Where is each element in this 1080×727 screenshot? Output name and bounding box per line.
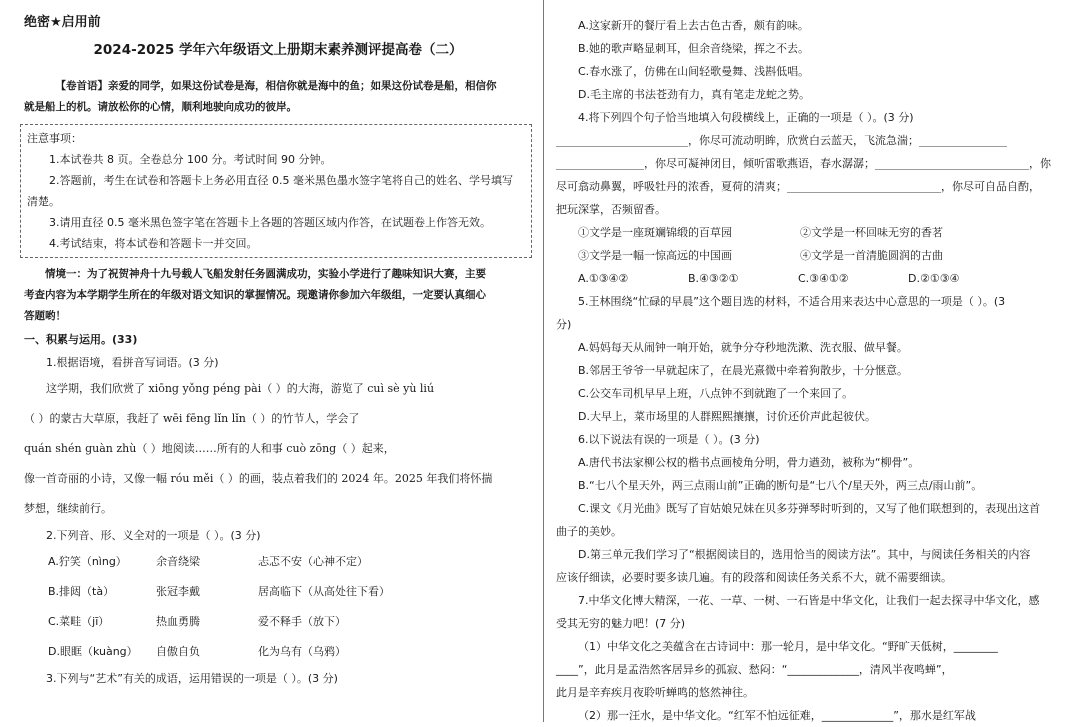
- option-line: 应该仔细读，必要时要多读几遍。有的段落和阅读任务关系不大，就不需要细读。: [556, 571, 952, 584]
- page-title: 2024-2025 学年六年级语文上册期末素养测评提高卷（二）: [93, 42, 463, 58]
- option-row: [24, 607, 532, 637]
- preface: [24, 76, 532, 118]
- notice-box: [20, 124, 532, 258]
- situation-line: 情境一：为了祝贺神舟十九号载人飞船发射任务圆满成功，实验小学进行了趣味知识大赛，主要: [45, 268, 486, 280]
- question-stem-cont: 分): [556, 318, 572, 331]
- answer-row: [556, 267, 1066, 290]
- option-word: A.狞笑（nìng）: [48, 555, 127, 568]
- option-line: C.春水涨了，仿佛在山间轻歌曼舞、浅斟低唱。: [578, 65, 810, 78]
- pinyin-line: （ ）的蒙古大草原，我赶了 wēi fēng lǐn lǐn（ ）的竹节人，学会了: [24, 412, 360, 425]
- answer-option: B.④③②①: [688, 272, 739, 285]
- notice-title: 注意事项：: [27, 132, 82, 145]
- option-row: [24, 547, 532, 577]
- fill-blank-line: ________________，你尽可凝神闭目，倾听雷歌燕语，春水潺潺；____________________________，你: [556, 157, 1051, 170]
- fill-blank-line: （1）中华文化之美蕴含在古诗词中：那一轮月，是中华文化。“野旷天低树，________: [578, 640, 998, 653]
- question-stem: 2.下列音、形、义全对的一项是（ ）。(3 分): [46, 529, 261, 542]
- secret-label: 绝密★启用前: [24, 15, 101, 30]
- option-row: [24, 637, 532, 667]
- right-column: [550, 0, 1080, 722]
- question-stem: 6.以下说法有误的一项是（ ）。(3 分): [578, 433, 760, 446]
- fill-blank-line: 此月是辛弃疾月夜聆听蝉鸣的悠然神往。: [556, 686, 754, 699]
- option-line: C.公交车司机早早上班，八点钟不到就跑了一个来回了。: [578, 387, 854, 400]
- option-word: 自傲自负: [156, 645, 200, 658]
- fill-blank-line: 把玩深掌，否频留香。: [556, 203, 666, 216]
- option-line: D.毛主席的书法苍劲有力，真有笔走龙蛇之势。: [578, 88, 810, 101]
- left-column: [0, 0, 542, 722]
- option-line: A.妈妈每天从闹钟一响开始，就争分夺秒地洗漱、洗衣服、做早餐。: [578, 341, 908, 354]
- question-7: [556, 589, 1066, 727]
- notice-item: 2.答题前，考生在试卷和答题卡上务必用直径 0.5 毫米黑色墨水签字笔将自己的姓名、学号填写: [49, 174, 513, 187]
- question-3-options: [556, 14, 1066, 106]
- option-word: 爱不释手（放下）: [258, 615, 346, 628]
- option-line: B.她的歌声略显刺耳，但余音绕梁，挥之不去。: [578, 42, 810, 55]
- answer-option: C.③④①②: [798, 272, 849, 285]
- option-line: A.这家新开的餐厅看上去古色古香，颇有韵味。: [578, 19, 809, 32]
- question-6: [556, 428, 1066, 589]
- question-1: [24, 351, 532, 524]
- option-word: 余音绕梁: [156, 555, 200, 568]
- answer-option: D.②①③④: [908, 272, 960, 285]
- section-heading: 一、积累与运用。(33): [24, 333, 138, 346]
- column-divider: [543, 0, 544, 722]
- preface-line: 就是船上的机。请放松你的心情，顺利地驶向成功的彼岸。: [24, 101, 297, 113]
- sentence-option: ③文学是一幅一惊高远的中国画: [578, 249, 732, 262]
- situation-line: 考查内容为本学期学生所在的年级对语文知识的掌握情况。现邀请你参加六年级组，一定要认真细心: [24, 289, 486, 301]
- fill-blank-line: ____”，此月是孟浩然客居异乡的孤寂、愁闷：“_____________，清风半夜鸣蝉”，: [556, 663, 953, 676]
- notice-item: 3.请用直径 0.5 毫米黑色签字笔在答题卡上各题的答题区域内作答，在试题卷上作答无效。: [49, 216, 491, 229]
- sentence-option: ②文学是一杯回味无穷的香茗: [800, 226, 943, 239]
- option-word: 热血勇腾: [156, 615, 200, 628]
- option-word: C.菜畦（jī）: [48, 615, 110, 628]
- situation: [24, 264, 532, 327]
- sentence-option: ①文学是一座斑斓锦缎的百草园: [578, 226, 732, 239]
- option-line: 曲子的美妙。: [556, 525, 622, 538]
- answer-option: A.①③④②: [578, 272, 629, 285]
- sentence-row: [556, 221, 1066, 244]
- option-word: 化为乌有（乌鸦）: [258, 645, 346, 658]
- option-word: 忐忑不安（心神不定）: [258, 555, 368, 568]
- notice-item: 清楚。: [27, 195, 60, 208]
- fill-blank-line: ________________________，你尽可流动明眸，欣赏白云蓝天，飞流急湍；________________: [556, 134, 1007, 147]
- pinyin-line: 梦想，继续前行。: [24, 502, 112, 515]
- option-word: D.眼眶（kuàng）: [48, 645, 138, 658]
- preface-line: 【卷首语】亲爱的同学，如果这份试卷是海，相信你就是海中的鱼；如果这份试卷是船，相信你: [55, 80, 497, 92]
- fill-blank-line: （2）那一汪水，是中华文化。“红军不怕远征难，_____________”，那水是红军战: [578, 709, 976, 722]
- question-2: [24, 524, 532, 667]
- option-line: D.第三单元我们学习了“根据阅读目的，选用恰当的阅读方法”。其中，与阅读任务相关的内容: [578, 548, 1031, 561]
- option-line: B.邻居王爷爷一早就起床了，在晨光熹微中牵着狗散步，十分惬意。: [578, 364, 909, 377]
- notice-item: 1.本试卷共 8 页。全卷总分 100 分。考试时间 90 分钟。: [49, 153, 332, 166]
- option-word: B.排闼（tà）: [48, 585, 115, 598]
- option-row: [24, 577, 532, 607]
- question-3-stem: 3.下列与“艺术”有关的成语，运用错误的一项是（ ）。(3 分): [46, 672, 338, 685]
- question-5: [556, 290, 1066, 428]
- option-line: C.课文《月光曲》既写了盲姑娘兄妹在贝多芬弹琴时听到的，又写了他们联想到的，表现出这首: [578, 502, 1041, 515]
- question-stem: 1.根据语境，看拼音写词语。(3 分): [46, 356, 219, 369]
- option-word: 张冠李戴: [156, 585, 200, 598]
- option-line: A.唐代书法家柳公权的楷书点画棱角分明，骨力遒劲，被称为“柳骨”。: [578, 456, 920, 469]
- sentence-row: [556, 244, 1066, 267]
- situation-line: 答题哟！: [24, 310, 66, 322]
- question-4: [556, 106, 1066, 290]
- option-line: B.“七八个星天外，两三点雨山前”正确的断句是“七八个/星天外，两三点/雨山前”。: [578, 479, 983, 492]
- question-stem-cont: 受其无穷的魅力吧！(7 分): [556, 617, 686, 630]
- pinyin-line: quán shén guàn zhù（ ）地阅读……所有的人和事 cuò zōng（ ）起来，: [24, 442, 395, 455]
- question-stem: 4.将下列四个句子恰当地填入句段横线上，正确的一项是（ ）。(3 分): [578, 111, 914, 124]
- sentence-option: ④文学是一首清脆圆润的古曲: [800, 249, 943, 262]
- option-line: D.大早上，菜市场里的人群熙熙攘攘，讨价还价声此起彼伏。: [578, 410, 876, 423]
- fill-blank-line: 尽可翕动鼻翼，呼吸牡丹的浓香，夏荷的清爽；____________________________，你尽可自品自酌，: [556, 180, 1040, 193]
- pinyin-line: 像一首奇丽的小诗，又像一幅 róu měi（ ）的画，装点着我们的 2024 年。2025 年我们将怀揣: [24, 472, 493, 485]
- option-word: 居高临下（从高处往下看）: [258, 585, 390, 598]
- pinyin-line: 这学期，我们欣赏了 xiōng yǒng péng pài（ ）的大海，游览了 cuì sè yù liú: [46, 382, 435, 395]
- notice-item: 4.考试结束，将本试卷和答题卡一并交回。: [49, 237, 258, 250]
- question-stem: 5.王林围绕“忙碌的早晨”这个题目选的材料，不适合用来表达中心意思的一项是（ ）。(3: [578, 295, 1006, 308]
- question-stem: 7.中华文化博大精深，一花、一草、一树、一石皆是中华文化，让我们一起去探寻中华文化，感: [578, 594, 1040, 607]
